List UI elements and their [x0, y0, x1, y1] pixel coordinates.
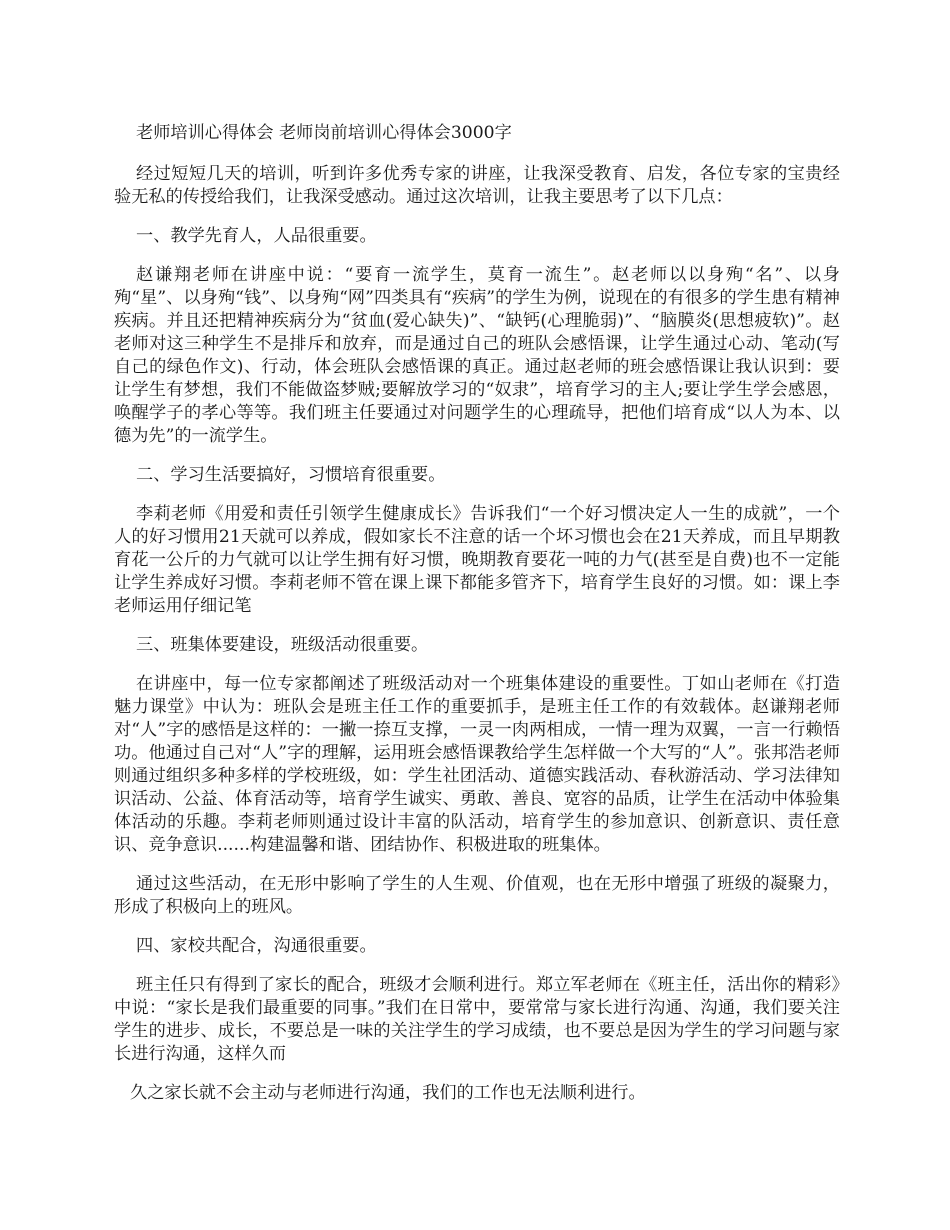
- section-4-paragraph: 班主任只有得到了家长的配合，班级才会顺利进行。郑立军老师在《班主任，活出你的精彩》中说：“家长是我们最重要的同事。”我们在日常中，要常常与家长进行沟通、沟通，我们要关注学生的进步、成长，不要总是一味的关注学生的学习成绩，也不要总是因为学生的学习问题与家长进行沟通，这样久而: [114, 975, 840, 1064]
- section-2-paragraph: 李莉老师《用爱和责任引领学生健康成长》告诉我们“一个好习惯决定人一生的成就”，一个人的好习惯用21天就可以养成，假如家长不注意的话一个坏习惯也会在21天养成，而且早期教育花一公斤的力气就可以让学生拥有好习惯，晚期教育要花一吨的力气(甚至是自费)也不一定能让学生养成好习惯。李莉老师不管在课上课下都能多管齐下，培育学生良好的习惯。如：课上李老师运用仔细记笔: [114, 504, 840, 616]
- section-1-paragraph: 赵谦翔老师在讲座中说：“要育一流学生，莫育一流生”。赵老师以以身殉“名”、以身殉“星”、以身殉“钱”、以身殉“网”四类具有“疾病”的学生为例，说现在的有很多的学生患有精神疾病。并且还把精神疾病分为“贫血(爱心缺失)”、“缺钙(心理脆弱)”、“脑膜炎(思想疲软)”。赵老师对这三种学生不是排斥和放弃，而是通过自己的班队会感悟课，让学生通过心动、笔动(写自己的绿色作文)、行动，体会班队会感悟课的真正。通过赵老师的班会感悟课让我认识到：要让学生有梦想，我们不能做盗梦贼;要解放学习的“奴隶”，培育学习的主人;要让学生学会感恩，唤醒学子的孝心等等。我们班主任要通过对问题学生的心理疏导，把他们培育成“以人为本、以德为先”的一流学生。: [114, 265, 840, 446]
- closing-paragraph: 久之家长就不会主动与老师进行沟通，我们的工作也无法顺利进行。: [130, 1083, 646, 1103]
- section-heading-1: 一、教学先育人，人品很重要。: [136, 226, 377, 246]
- section-3-paragraph: 在讲座中，每一位专家都阐述了班级活动对一个班集体建设的重要性。丁如山老师在《打造魅力课堂》中认为：班队会是班主任工作的重要抓手，是班主任工作的有效载体。赵谦翔老师对“人”字的感悟是这样的：一撇一捺互支撑，一灵一肉两相成，一情一理为双翼，一言一行赖悟功。他通过自己对“人”字的理解，运用班会感悟课教给学生怎样做一个大写的“人”。张邦浩老师则通过组织多种多样的学校班级，如：学生社团活动、道德实践活动、春秋游活动、学习法律知识活动、公益、体育活动等，培育学生诚实、勇敢、善良、宽容的品质，让学生在活动中体验集体活动的乐趣。李莉老师则通过设计丰富的队活动，培育学生的参加意识、创新意识、责任意识、竞争意识......构建温馨和谐、团结协作、积极进取的班集体。: [114, 674, 840, 855]
- document-title: 老师培训心得体会 老师岗前培训心得体会3000字: [136, 123, 512, 143]
- document-page: [114, 122, 840, 1121]
- intro-paragraph: 经过短短几天的培训，听到许多优秀专家的讲座，让我深受教育、启发，各位专家的宝贵经验无私的传授给我们，让我深受感动。通过这次培训，让我主要思考了以下几点：: [114, 164, 840, 207]
- section-heading-2: 二、学习生活要搞好，习惯培育很重要。: [136, 465, 446, 485]
- section-heading-4: 四、家校共配合，沟通很重要。: [136, 936, 377, 956]
- section-heading-3: 三、班集体要建设，班级活动很重要。: [136, 635, 429, 655]
- section-3-conclusion-paragraph: 通过这些活动，在无形中影响了学生的人生观、价值观，也在无形中增强了班级的凝聚力，形成了积极向上的班风。: [114, 874, 840, 917]
